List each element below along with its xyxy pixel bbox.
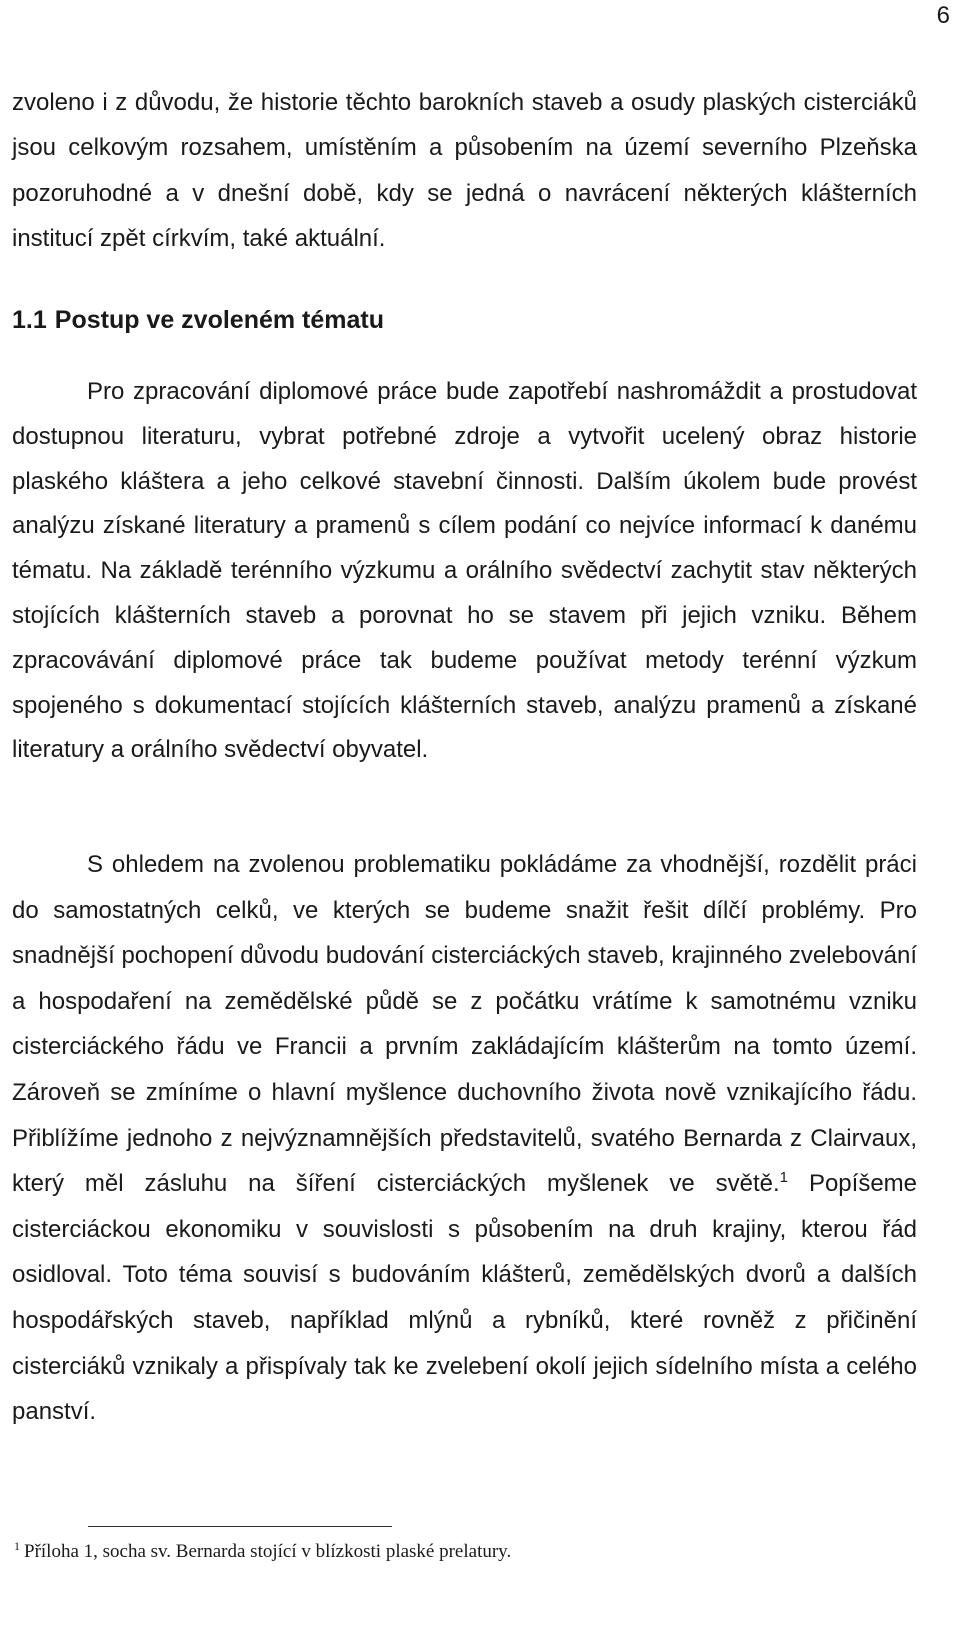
page-number: 6 — [936, 2, 950, 29]
section-title: Postup ve zvoleném tématu — [54, 306, 385, 334]
paragraph-2-text-part-2: Popíšeme cisterciáckou ekonomiku v souvislosti s působením na druh krajiny, kterou řád osidloval. Toto téma souvisí s budováním klášterů, zemědělských dvorů a dalších hospodářských staveb, například mlýnů a rybníků, které rovněž z přičinění cisterciáků vznikaly a přispívaly tak ke zvelebení okolí jejich sídelního místa a celého panství. — [12, 1170, 918, 1426]
paragraph-2-text-part-1: S ohledem na zvolenou problematiku pokládáme za vhodnější, rozdělit práci do samostatných celků, ve kterých se budeme snažit řešit dílčí problémy. Pro snadnější pochopení důvodu budování cisterciáckých staveb, krajinného zvelebování a hospodaření na zemědělské půdě se z počátku vrátíme k samotnému vzniku cisterciáckého řádu ve Francii a prvním zakládajícím klášterům na tomto území. Zároveň se zmíníme o hlavní myšlence duchovního života nově vznikajícího řádu. Přiblížíme jednoho z nejvýznamnějších představitelů, svatého Bernarda z Clairvaux, který měl zásluhu na šíření cisterciáckých myšlenek ve světě. — [12, 851, 917, 1198]
footnote-separator — [88, 1526, 392, 1527]
body-paragraph-1 — [12, 370, 917, 773]
footnote — [14, 1540, 511, 1564]
body-paragraph-2 — [12, 842, 917, 1435]
section-heading — [12, 302, 384, 338]
section-number: 1.1 — [12, 306, 47, 334]
paragraph-1-text: Pro zpracování diplomové práce bude zapotřebí nashromáždit a prostudovat dostupnou literaturu, vybrat potřebné zdroje a vytvořit ucelený obraz historie plaského kláštera a jeho celkové stavební činnosti. Dalším úkolem bude provést analýzu získané literatury a pramenů s cílem podání co nejvíce informací k danému tématu. Na základě terénního výzkumu a orálního svědectví zachytit stav některých stojících klášterních staveb a porovnat ho se stavem při jejich vzniku. Během zpracovávání diplomové práce tak budeme používat metody terénní výzkum spojeného s dokumentací stojících klášterních staveb, analýzu pramenů a získané literatury a orálního svědectví obyvatel. — [12, 378, 917, 764]
footnote-mark: 1 — [14, 1538, 20, 1553]
intro-paragraph: zvoleno i z důvodu, že historie těchto barokních staveb a osudy plaských cisterciáků jsou celkovým rozsahem, umístěním a působením na území severního Plzeňska pozoruhodné a v dnešní době, kdy se jedná o navrácení některých klášterních institucí zpět církvím, také aktuální. — [12, 89, 917, 253]
footnote-text: Příloha 1, socha sv. Bernarda stojící v blízkosti plaské prelatury. — [24, 1541, 512, 1562]
footnote-reference: 1 — [779, 1169, 789, 1187]
